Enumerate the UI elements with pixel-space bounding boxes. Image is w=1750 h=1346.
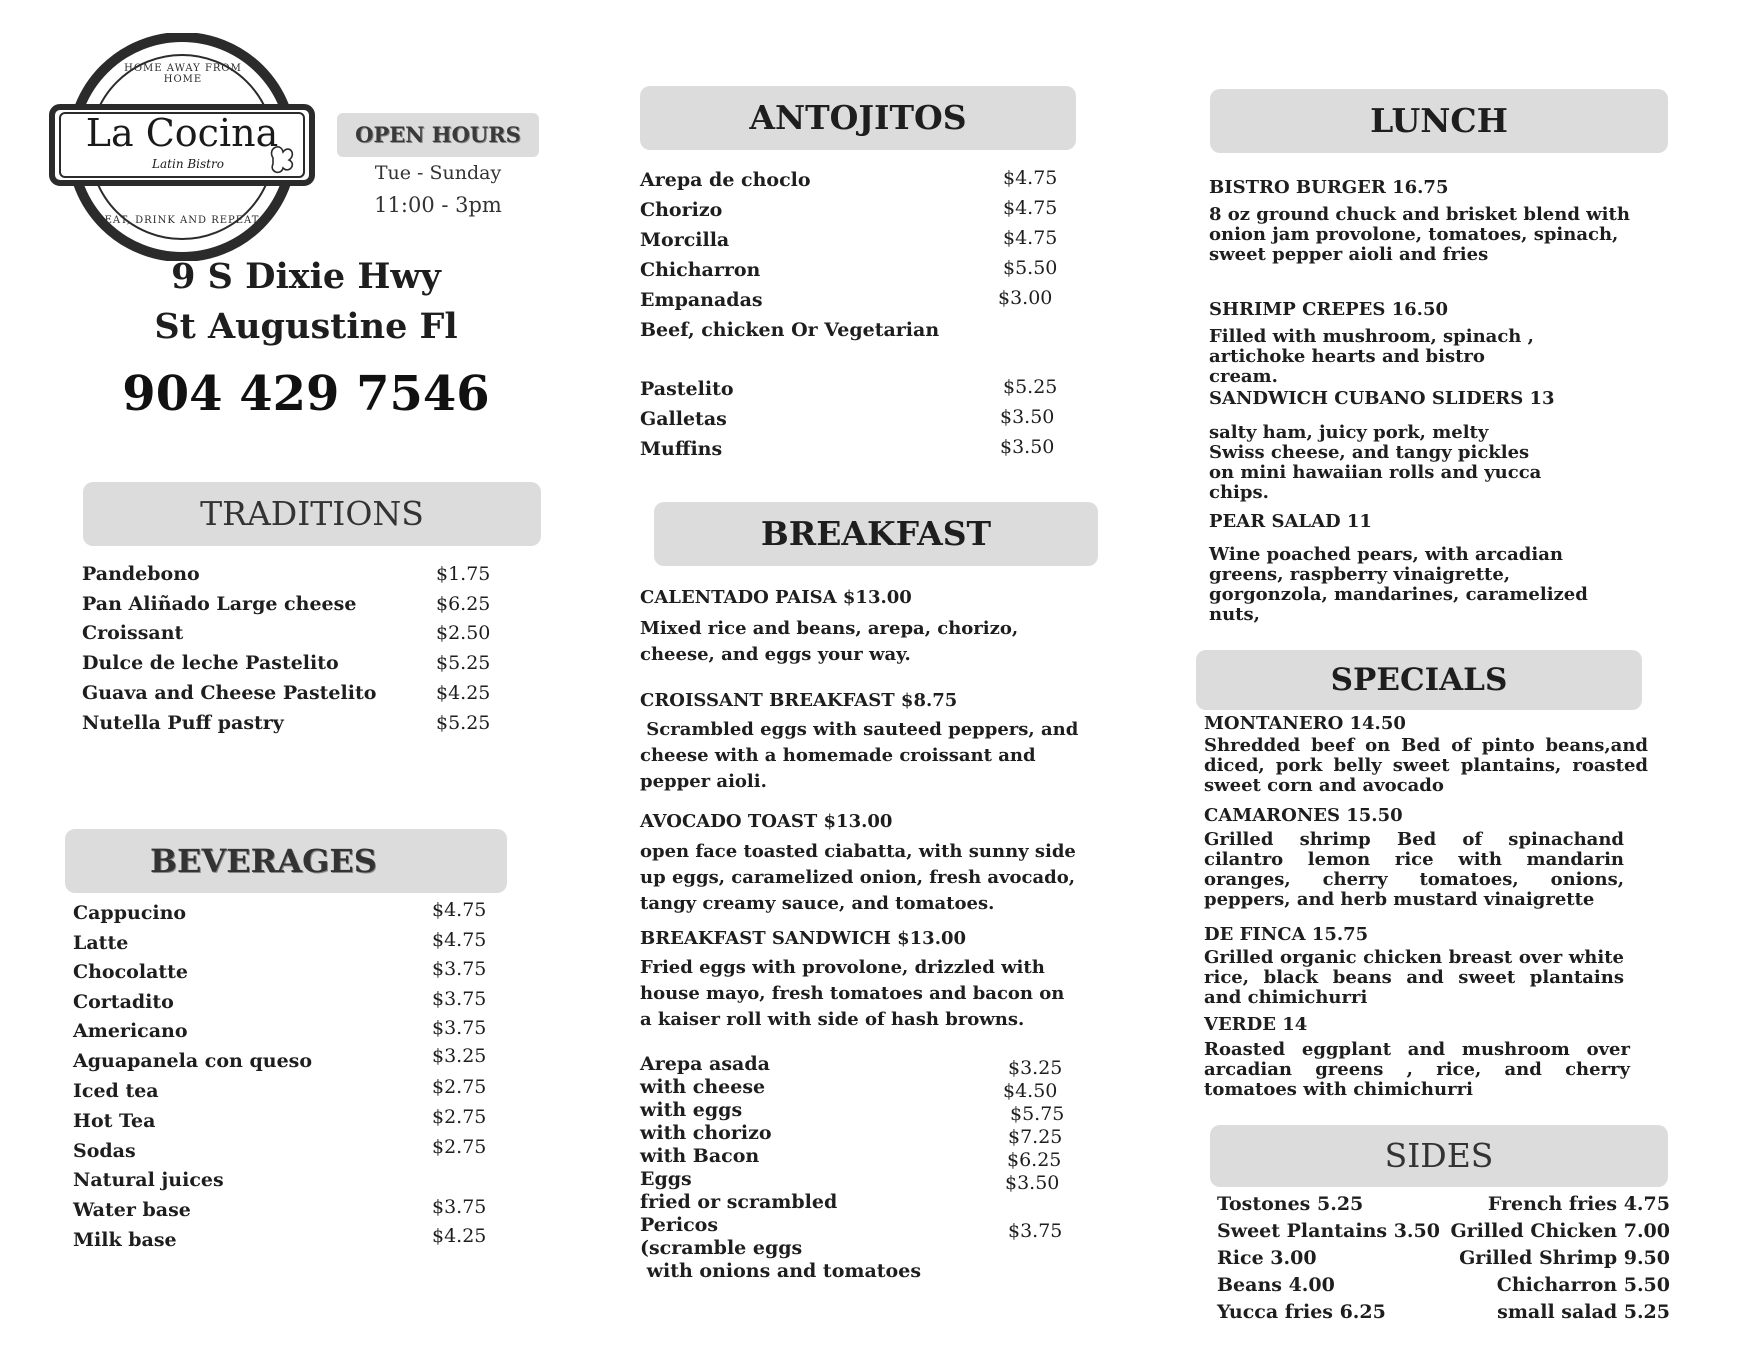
- lunch-item-desc: salty ham, juicy pork, melty Swiss cheese, and tangy pickles on mini hawaiian rolls and yucca chips.: [1209, 422, 1542, 503]
- sides-right-item: small salad 5.25: [1497, 1301, 1670, 1323]
- traditions-item-price: $4.25: [436, 682, 491, 704]
- breakfast-item-desc: Mixed rice and beans, arepa, chorizo, cheese, and eggs your way.: [640, 618, 1019, 665]
- sides-left-item: Sweet Plantains 3.50: [1217, 1220, 1440, 1242]
- beverages-item-price: $2.75: [432, 1136, 487, 1158]
- beverages-item-price: $4.75: [432, 929, 487, 951]
- beverages-item-name: Natural juices: [73, 1169, 224, 1191]
- lunch-item-head: PEAR SALAD 11: [1209, 511, 1372, 532]
- specials-item-desc: Shredded beef on Bed of pinto beans,and diced, pork belly sweet plantains, roasted sweet corn and avocado: [1204, 735, 1648, 796]
- arepa-item-price: $3.75: [1008, 1220, 1063, 1242]
- breakfast-item-desc: Fried eggs with provolone, drizzled with house mayo, fresh tomatoes and bacon on a kaiser roll with side of hash browns.: [640, 957, 1065, 1030]
- arepa-item-name: Eggs: [640, 1168, 692, 1190]
- beverages-item-name: Water base: [73, 1199, 191, 1221]
- lunch-banner: LUNCH: [1210, 89, 1668, 153]
- sides-right-item: Grilled Chicken 7.00: [1450, 1220, 1670, 1242]
- sides-left-item: Yucca fries 6.25: [1217, 1301, 1386, 1323]
- lunch-item-head: BISTRO BURGER 16.75: [1209, 177, 1449, 198]
- antojitos-item-name: Muffins: [640, 438, 723, 460]
- beverages-item-name: Sodas: [73, 1140, 136, 1162]
- sides-left-item: Rice 3.00: [1217, 1247, 1317, 1269]
- beverages-item-name: Iced tea: [73, 1080, 159, 1102]
- beverages-item-price: $2.75: [432, 1106, 487, 1128]
- arepa-item-name: (scramble eggs: [640, 1237, 803, 1259]
- sides-left-item: Tostones 5.25: [1217, 1193, 1364, 1215]
- arepa-item-name: with Bacon: [640, 1145, 760, 1167]
- lunch-item-desc: Filled with mushroom, spinach , artichoke hearts and bistro cream.: [1209, 326, 1534, 387]
- sides-right-item: Chicharron 5.50: [1496, 1274, 1670, 1296]
- arepa-item-name: with onions and tomatoes: [640, 1260, 922, 1282]
- antojitos-item-name: Beef, chicken Or Vegetarian: [640, 319, 940, 341]
- open-hours-banner: OPEN HOURS: [337, 113, 539, 157]
- antojitos-item-price: $5.50: [1003, 257, 1058, 279]
- arepa-item-name: fried or scrambled: [640, 1191, 838, 1213]
- antojitos-item-name: Galletas: [640, 408, 727, 430]
- arepa-item-price: $4.50: [1003, 1080, 1058, 1102]
- traditions-item-price: $6.25: [436, 593, 491, 615]
- traditions-item-price: $2.50: [436, 622, 491, 644]
- arepa-item-name: Arepa asada: [640, 1053, 770, 1075]
- arepa-item-name: with chorizo: [640, 1122, 772, 1144]
- sides-right-item: French fries 4.75: [1487, 1193, 1670, 1215]
- traditions-item-name: Pandebono: [82, 563, 200, 585]
- breakfast-item-desc: open face toasted ciabatta, with sunny side up eggs, caramelized onion, fresh avocado, tangy creamy sauce, and tomatoes.: [640, 841, 1076, 914]
- open-time: 11:00 - 3pm: [374, 193, 502, 217]
- logo-top-arc: HOME AWAY FROM HOME: [124, 63, 242, 85]
- beverages-item-price: $3.25: [432, 1045, 487, 1067]
- traditions-item-name: Nutella Puff pastry: [82, 712, 284, 734]
- breakfast-item-head: AVOCADO TOAST $13.00: [640, 811, 893, 832]
- antojitos-item-name: Morcilla: [640, 229, 730, 251]
- traditions-item-price: $5.25: [436, 652, 491, 674]
- arepa-item-price: $7.25: [1008, 1126, 1063, 1148]
- arepa-item-price: $3.25: [1008, 1057, 1063, 1079]
- lunch-item-head: SANDWICH CUBANO SLIDERS 13: [1209, 388, 1555, 409]
- arepa-item-name: with eggs: [640, 1099, 743, 1121]
- beverages-item-name: Americano: [73, 1020, 188, 1042]
- antojitos-banner: ANTOJITOS: [640, 86, 1076, 150]
- address-street: 9 S Dixie Hwy: [171, 256, 441, 297]
- breakfast-item-head: BREAKFAST SANDWICH $13.00: [640, 928, 967, 949]
- traditions-item-name: Pan Aliñado Large cheese: [82, 593, 357, 615]
- open-days: Tue - Sunday: [374, 162, 502, 184]
- traditions-banner: TRADITIONS: [83, 482, 541, 546]
- specials-item-desc: Grilled organic chicken breast over white rice, black beans and sweet plantains and chimichurri: [1204, 947, 1624, 1008]
- specials-item-desc: Grilled shrimp Bed of spinachand cilantro lemon rice with mandarin oranges, cherry tomatoes, onions, peppers, and herb mustard vinaigrette: [1204, 829, 1624, 910]
- logo-tagline: Latin Bistro: [152, 157, 224, 171]
- traditions-item-price: $1.75: [436, 563, 491, 585]
- specials-item-desc: Roasted eggplant and mushroom over arcadian greens , rice, and cherry tomatoes with chimichurri: [1204, 1039, 1630, 1100]
- breakfast-item-head: CALENTADO PAISA $13.00: [640, 587, 912, 608]
- beverages-item-price: $3.75: [432, 1196, 487, 1218]
- arepa-item-price: $3.50: [1005, 1172, 1060, 1194]
- antojitos-item-name: Chorizo: [640, 199, 723, 221]
- beverages-item-price: $4.25: [432, 1225, 487, 1247]
- sides-banner: SIDES: [1210, 1125, 1668, 1187]
- breakfast-item-head: CROISSANT BREAKFAST $8.75: [640, 690, 958, 711]
- address-city: St Augustine Fl: [154, 306, 458, 347]
- antojitos-item-name: Chicharron: [640, 259, 761, 281]
- beverages-item-name: Hot Tea: [73, 1110, 156, 1132]
- beverages-item-name: Latte: [73, 932, 129, 954]
- antojitos-item-price: $4.75: [1003, 227, 1058, 249]
- traditions-item-name: Dulce de leche Pastelito: [82, 652, 339, 674]
- beverages-item-name: Cortadito: [73, 991, 174, 1013]
- specials-item-head: DE FINCA 15.75: [1204, 924, 1369, 945]
- arepa-item-name: with cheese: [640, 1076, 766, 1098]
- logo-name: La Cocina: [85, 111, 279, 155]
- specials-item-head: VERDE 14: [1204, 1014, 1308, 1035]
- beverages-item-name: Milk base: [73, 1229, 177, 1251]
- antojitos-item-price: $3.50: [1000, 406, 1055, 428]
- arepa-item-price: $5.75: [1010, 1103, 1065, 1125]
- beverages-item-price: $3.75: [432, 1017, 487, 1039]
- sides-right-item: Grilled Shrimp 9.50: [1459, 1247, 1670, 1269]
- phone-number: 904 429 7546: [122, 366, 490, 422]
- traditions-item-price: $5.25: [436, 712, 491, 734]
- lunch-item-head: SHRIMP CREPES 16.50: [1209, 299, 1449, 320]
- arepa-item-price: $6.25: [1007, 1149, 1062, 1171]
- antojitos-item-name: Pastelito: [640, 378, 734, 400]
- sides-left-item: Beans 4.00: [1217, 1274, 1335, 1296]
- breakfast-item-desc: Scrambled eggs with sauteed peppers, and cheese with a homemade croissant and pepper aioli.: [640, 719, 1085, 792]
- beverages-banner: BEVERAGES: [65, 829, 507, 893]
- beverages-item-name: Chocolatte: [73, 961, 189, 983]
- beverages-item-price: $3.75: [432, 988, 487, 1010]
- beverages-item-name: Aguapanela con queso: [73, 1050, 313, 1072]
- beverages-item-name: Cappucino: [73, 902, 187, 924]
- lunch-item-desc: 8 oz ground chuck and brisket blend with onion jam provolone, tomatoes, spinach, sweet pepper aioli and fries: [1209, 204, 1630, 265]
- beverages-item-price: $2.75: [432, 1076, 487, 1098]
- traditions-item-name: Guava and Cheese Pastelito: [82, 682, 377, 704]
- logo: [48, 33, 316, 261]
- antojitos-item-price: $3.50: [1000, 436, 1055, 458]
- specials-item-head: MONTANERO 14.50: [1204, 713, 1406, 734]
- arepa-item-name: Pericos: [640, 1214, 719, 1236]
- lunch-item-desc: Wine poached pears, with arcadian greens, raspberry vinaigrette, gorgonzola, mandarines, caramelized nuts,: [1209, 544, 1588, 625]
- antojitos-item-price: $5.25: [1003, 376, 1058, 398]
- beverages-item-price: $3.75: [432, 958, 487, 980]
- antojitos-item-price: $4.75: [1003, 167, 1058, 189]
- logo-bottom-arc: EAT, DRINK AND REPEAT: [104, 215, 260, 226]
- antojitos-item-name: Empanadas: [640, 289, 763, 311]
- specials-banner: SPECIALS: [1196, 650, 1642, 710]
- antojitos-item-name: Arepa de choclo: [640, 169, 811, 191]
- traditions-item-name: Croissant: [82, 622, 184, 644]
- antojitos-item-price: $3.00: [998, 287, 1053, 309]
- beverages-item-price: $4.75: [432, 899, 487, 921]
- specials-item-head: CAMARONES 15.50: [1204, 805, 1403, 826]
- breakfast-banner: BREAKFAST: [654, 502, 1098, 566]
- antojitos-item-price: $4.75: [1003, 197, 1058, 219]
